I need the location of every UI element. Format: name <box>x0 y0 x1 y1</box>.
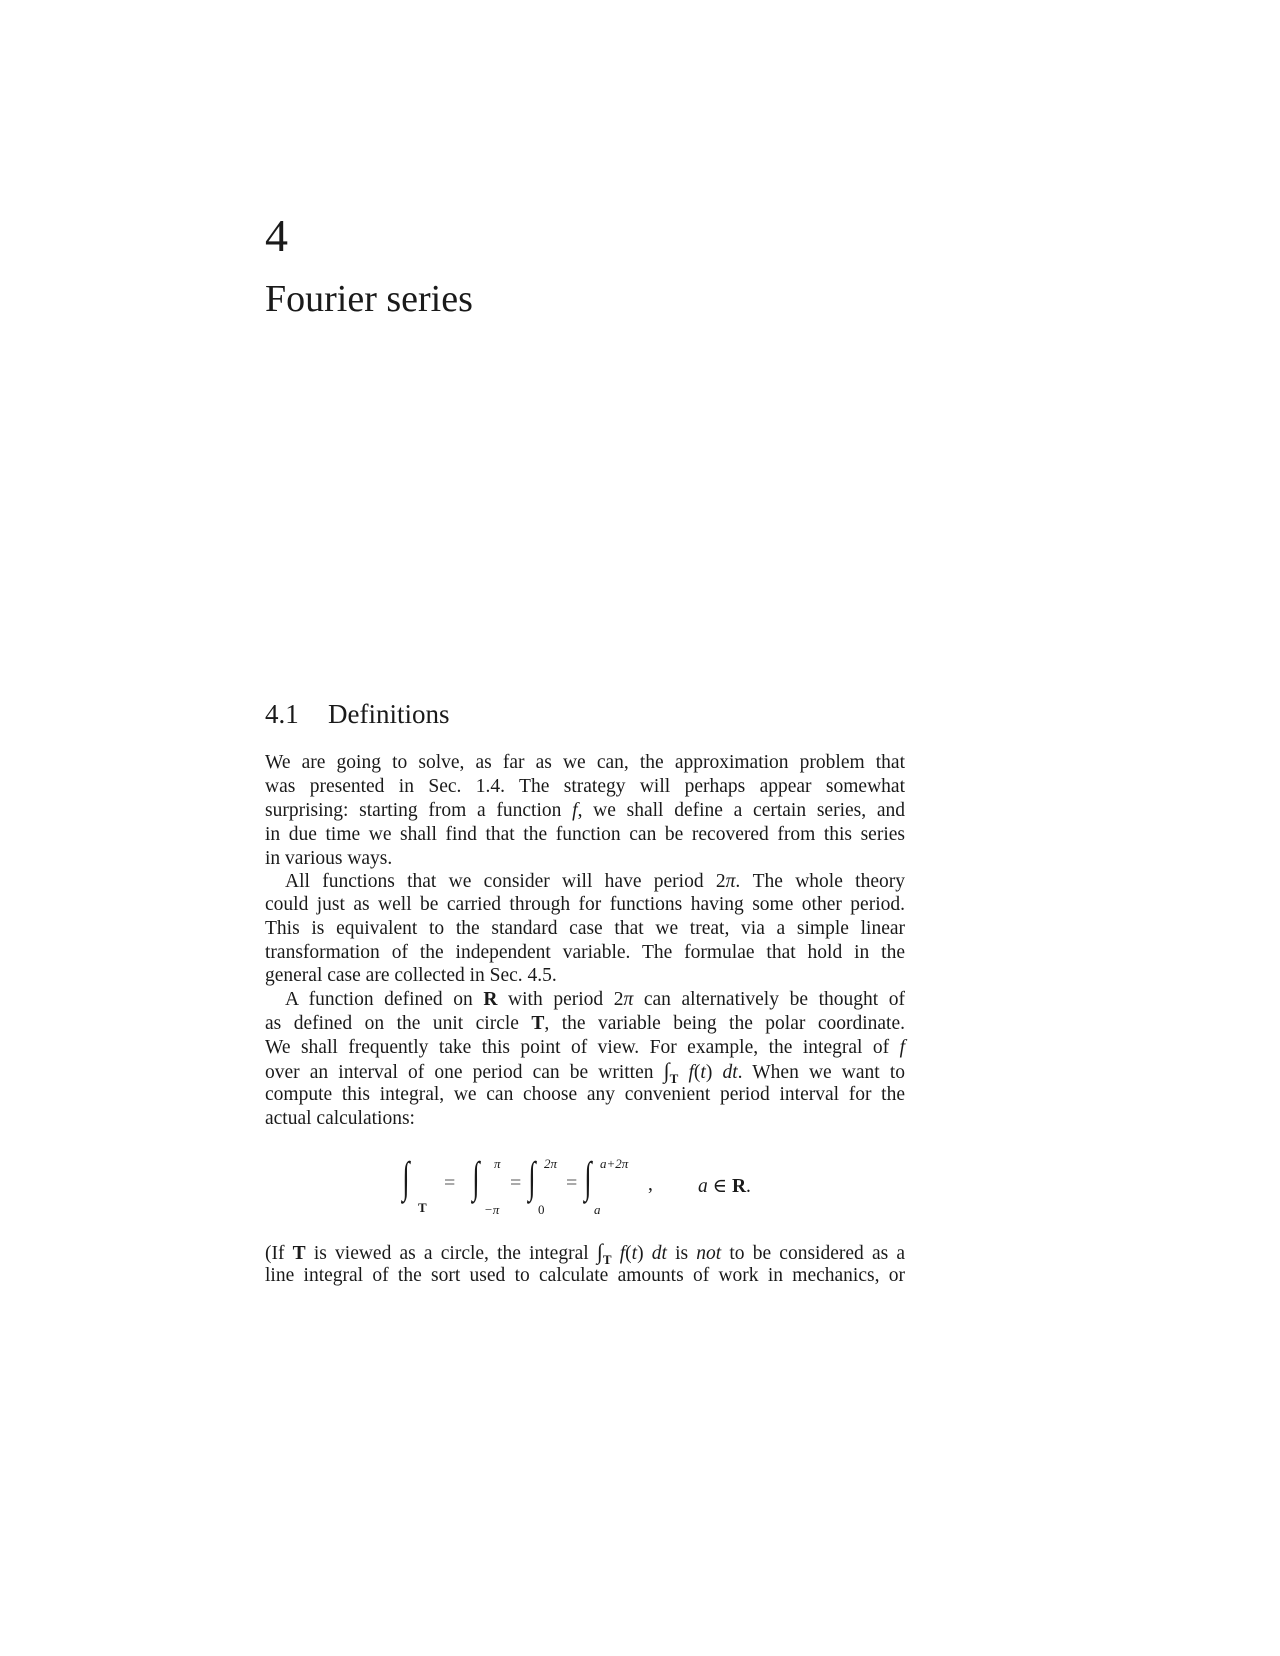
text-run: to be considered as a <box>721 1243 906 1264</box>
text-run: as defined on the unit circle <box>265 1013 532 1034</box>
chapter-title: Fourier series <box>265 278 473 320</box>
text-run: We shall frequently take this point of view. For example, the integral of <box>265 1037 900 1058</box>
element-of-symbol: ∈ <box>707 1176 732 1197</box>
math-symbol: f <box>899 1037 905 1058</box>
upper-limit: 2π <box>544 1156 558 1171</box>
section-heading <box>265 697 450 731</box>
integral-sign: ∫ <box>528 1153 536 1202</box>
math-symbol: π <box>623 989 634 1010</box>
text-run: in various ways. <box>265 848 393 869</box>
section-number: 4.1 <box>265 699 299 729</box>
text-line <box>265 988 905 1012</box>
text-run <box>678 1062 688 1083</box>
text-run: A function defined on <box>285 989 484 1010</box>
text-line <box>265 847 905 871</box>
text-run: line integral of the sort used to calculate amounts of work in mechanics, or <box>265 1265 905 1286</box>
integral-sign: ∫ <box>663 1058 670 1083</box>
math-symbol: not <box>696 1243 722 1264</box>
text-line <box>265 1264 905 1288</box>
math-symbol: T <box>531 1013 545 1034</box>
text-run: . When we want to <box>737 1062 905 1083</box>
text-run: in due time we shall find that the function can be recovered from this series <box>265 824 905 845</box>
text-run: was presented in Sec. 1.4. The strategy will perhaps appear somewhat <box>265 776 905 797</box>
text-run: We are going to solve, as far as we can, the approximation problem that <box>265 752 905 773</box>
math-symbol: t <box>700 1062 706 1083</box>
integral-sign: ∫ <box>584 1153 592 1202</box>
upper-limit: a+2π <box>600 1156 629 1171</box>
comma: , <box>648 1174 653 1195</box>
math-symbol: π <box>725 871 736 892</box>
text-line <box>265 941 905 965</box>
chapter-number: 4 <box>265 210 288 261</box>
condition <box>698 1174 751 1198</box>
text-run: over an interval of one period can be written <box>265 1062 664 1083</box>
text-run: transformation of the independent variable. The formulae that hold in the <box>265 942 905 963</box>
text-run <box>612 1243 620 1264</box>
text-line <box>265 775 905 799</box>
text-run: actual calculations: <box>265 1108 415 1129</box>
text-line <box>265 964 905 988</box>
text-line <box>265 823 905 847</box>
lower-limit: 0 <box>538 1202 545 1217</box>
math-symbol: f <box>688 1062 694 1083</box>
text-run: surprising: starting from a function <box>265 800 573 821</box>
text-line <box>265 799 905 823</box>
integral-sign: ∫ <box>402 1153 410 1202</box>
lower-limit: −π <box>484 1202 500 1217</box>
text-run: , the variable being the polar coordinate. <box>544 1013 905 1034</box>
text-line <box>265 917 905 941</box>
text-run: (If <box>265 1243 293 1264</box>
section-title: Definitions <box>328 699 450 729</box>
upper-limit: π <box>494 1156 501 1171</box>
text-run: ) <box>705 1062 723 1083</box>
math-symbol: dt <box>651 1243 667 1264</box>
math-symbol: R <box>483 989 498 1010</box>
math-symbol: f <box>619 1243 626 1264</box>
text-run: can alternatively be thought of <box>633 989 906 1010</box>
math-symbol: T <box>292 1243 306 1264</box>
text-line <box>265 751 905 775</box>
math-symbol: T <box>602 1252 612 1267</box>
text-line <box>265 1036 905 1060</box>
period: . <box>746 1176 751 1197</box>
condition-set: R <box>731 1176 747 1197</box>
text-run: is <box>666 1243 697 1264</box>
text-line <box>265 1083 905 1107</box>
text-line <box>265 893 905 917</box>
text-run: , we shall define a certain series, and <box>577 800 906 821</box>
math-symbol: f <box>572 800 578 821</box>
equals-sign: = <box>566 1172 578 1194</box>
condition-variable: a <box>698 1176 708 1197</box>
text-run: ( <box>693 1062 701 1083</box>
text-line <box>265 870 905 894</box>
text-run: could just as well be carried through for functions having some other period. <box>265 894 905 915</box>
text-line <box>265 1107 905 1131</box>
text-run: is viewed as a circle, the integral <box>305 1243 597 1264</box>
text-run: ( <box>625 1243 632 1264</box>
text-run: This is equivalent to the standard case that we treat, via a simple linear <box>265 918 905 939</box>
text-run: All functions that we consider will have period 2 <box>285 871 726 892</box>
integral-sign: ∫ <box>596 1239 603 1264</box>
equals-sign: = <box>510 1172 522 1194</box>
math-symbol: t <box>631 1243 638 1264</box>
lower-limit: T <box>418 1200 427 1215</box>
text-line <box>265 1012 905 1036</box>
text-run: . The whole theory <box>735 871 905 892</box>
equals-sign: = <box>444 1172 456 1194</box>
display-equation <box>400 1150 800 1230</box>
integral-sign: ∫ <box>472 1153 480 1202</box>
text-run: with period 2 <box>497 989 624 1010</box>
text-run: ) <box>637 1243 652 1264</box>
text-run: compute this integral, we can choose any convenient period interval for the <box>265 1084 905 1105</box>
text-run: general case are collected in Sec. 4.5. <box>265 965 557 986</box>
math-symbol: dt <box>722 1062 738 1083</box>
lower-limit: a <box>594 1202 601 1217</box>
math-symbol: T <box>669 1071 679 1086</box>
